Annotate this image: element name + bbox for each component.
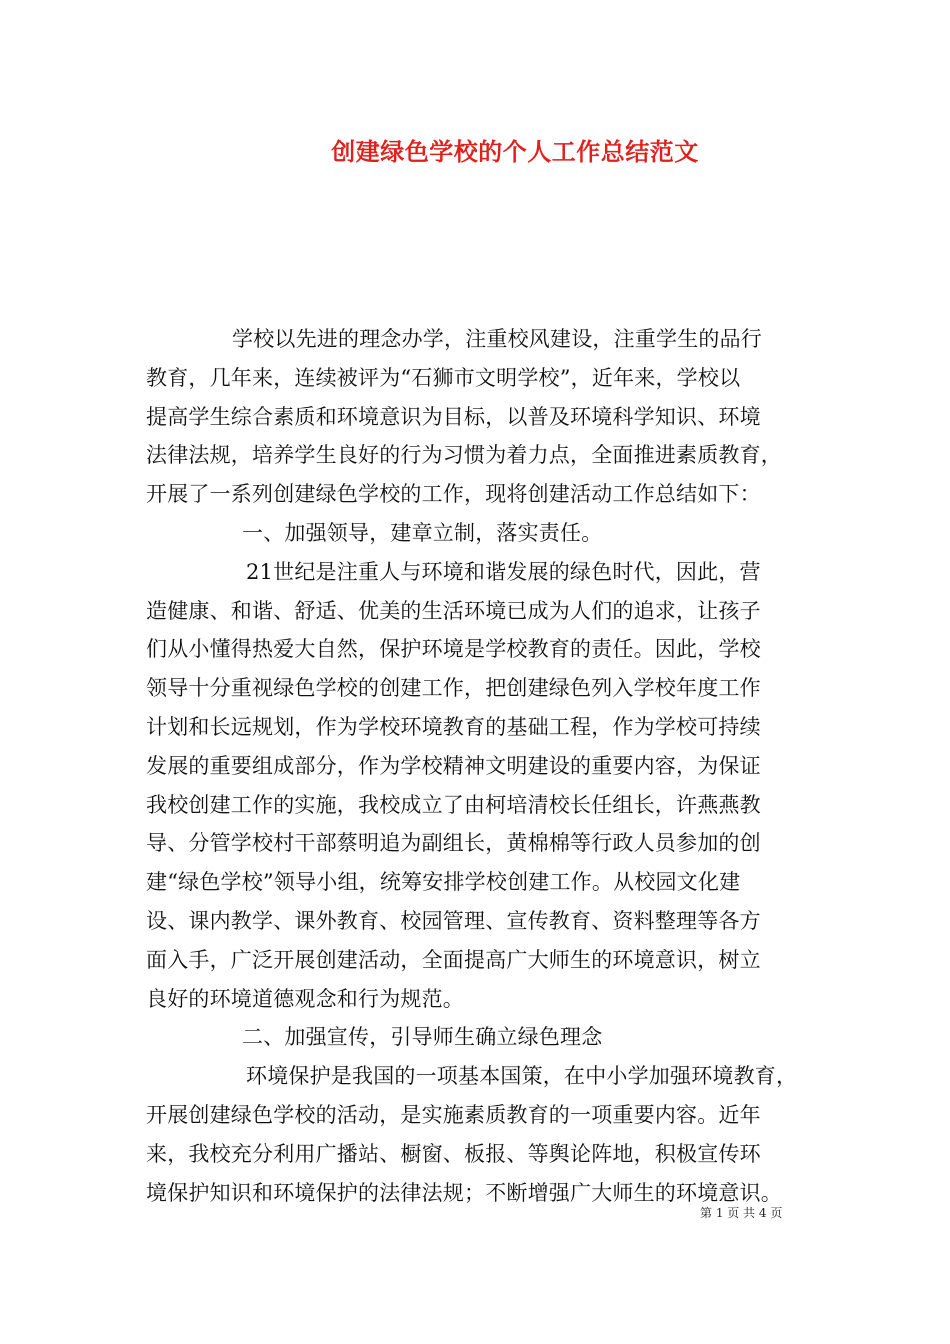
body-line: 设、课内教学、课外教育、校园管理、宣传教育、资料整理等各方: [146, 908, 761, 933]
body-line: 法律法规，培养学生良好的行为习惯为着力点，全面推进素质教育，: [146, 443, 782, 468]
body-line: 教育，几年来，连续被评为“石狮市文明学校”，近年来，学校以: [146, 365, 741, 390]
body-line: 发展的重要组成部分，作为学校精神文明建设的重要内容，为保证: [146, 753, 761, 778]
body-line: 环境保护是我国的一项基本国策，在中小学加强环境教育，: [246, 1064, 798, 1089]
body-line: 我校创建工作的实施，我校成立了由柯培清校长任组长，许燕燕教: [146, 792, 761, 817]
body-line: 计划和长远规划，作为学校环境教育的基础工程，作为学校可持续: [146, 714, 761, 739]
body-line: 面入手，广泛开展创建活动，全面提高广大师生的环境意识，树立: [146, 947, 761, 972]
body-line: 建“绿色学校”领导小组，统筹安排学校创建工作。从校园文化建: [146, 870, 741, 895]
body-line: 境保护知识和环境保护的法律法规；不断增强广大师生的环境意识。: [146, 1180, 782, 1205]
body-line: 良好的环境道德观念和行为规范。: [146, 986, 464, 1011]
section-heading-2: 二、加强宣传，引导师生确立绿色理念: [242, 1025, 603, 1050]
body-line: 们从小懂得热爱大自然，保护环境是学校教育的责任。因此，学校: [146, 637, 761, 662]
document-body: [146, 320, 826, 1212]
body-line: 开展创建绿色学校的活动，是实施素质教育的一项重要内容。近年: [146, 1102, 761, 1127]
body-line: 造健康、和谐、舒适、优美的生活环境已成为人们的追求，让孩子: [146, 598, 761, 623]
body-line: 开展了一系列创建绿色学校的工作，现将创建活动工作总结如下：: [146, 482, 761, 507]
body-line: 来，我校充分利用广播站、橱窗、板报、等舆论阵地，积极宣传环: [146, 1141, 761, 1166]
body-line: 提高学生综合素质和环境意识为目标，以普及环境科学知识、环境: [146, 404, 761, 429]
body-line: 21世纪是注重人与环境和谐发展的绿色时代，因此，营: [246, 559, 761, 584]
body-line: 学校以先进的理念办学，注重校风建设，注重学生的品行: [232, 327, 762, 351]
body-line: 领导十分重视绿色学校的创建工作，把创建绿色列入学校年度工作: [146, 676, 761, 701]
body-line: 导、分管学校村干部蔡明追为副组长，黄棉棉等行政人员参加的创: [146, 831, 761, 856]
document-title: 创建绿色学校的个人工作总结范文: [331, 137, 699, 166]
section-heading-1: 一、加强领导，建章立制，落实责任。: [242, 520, 603, 545]
page-number: 第 1 页 共 4 页: [700, 1206, 783, 1220]
